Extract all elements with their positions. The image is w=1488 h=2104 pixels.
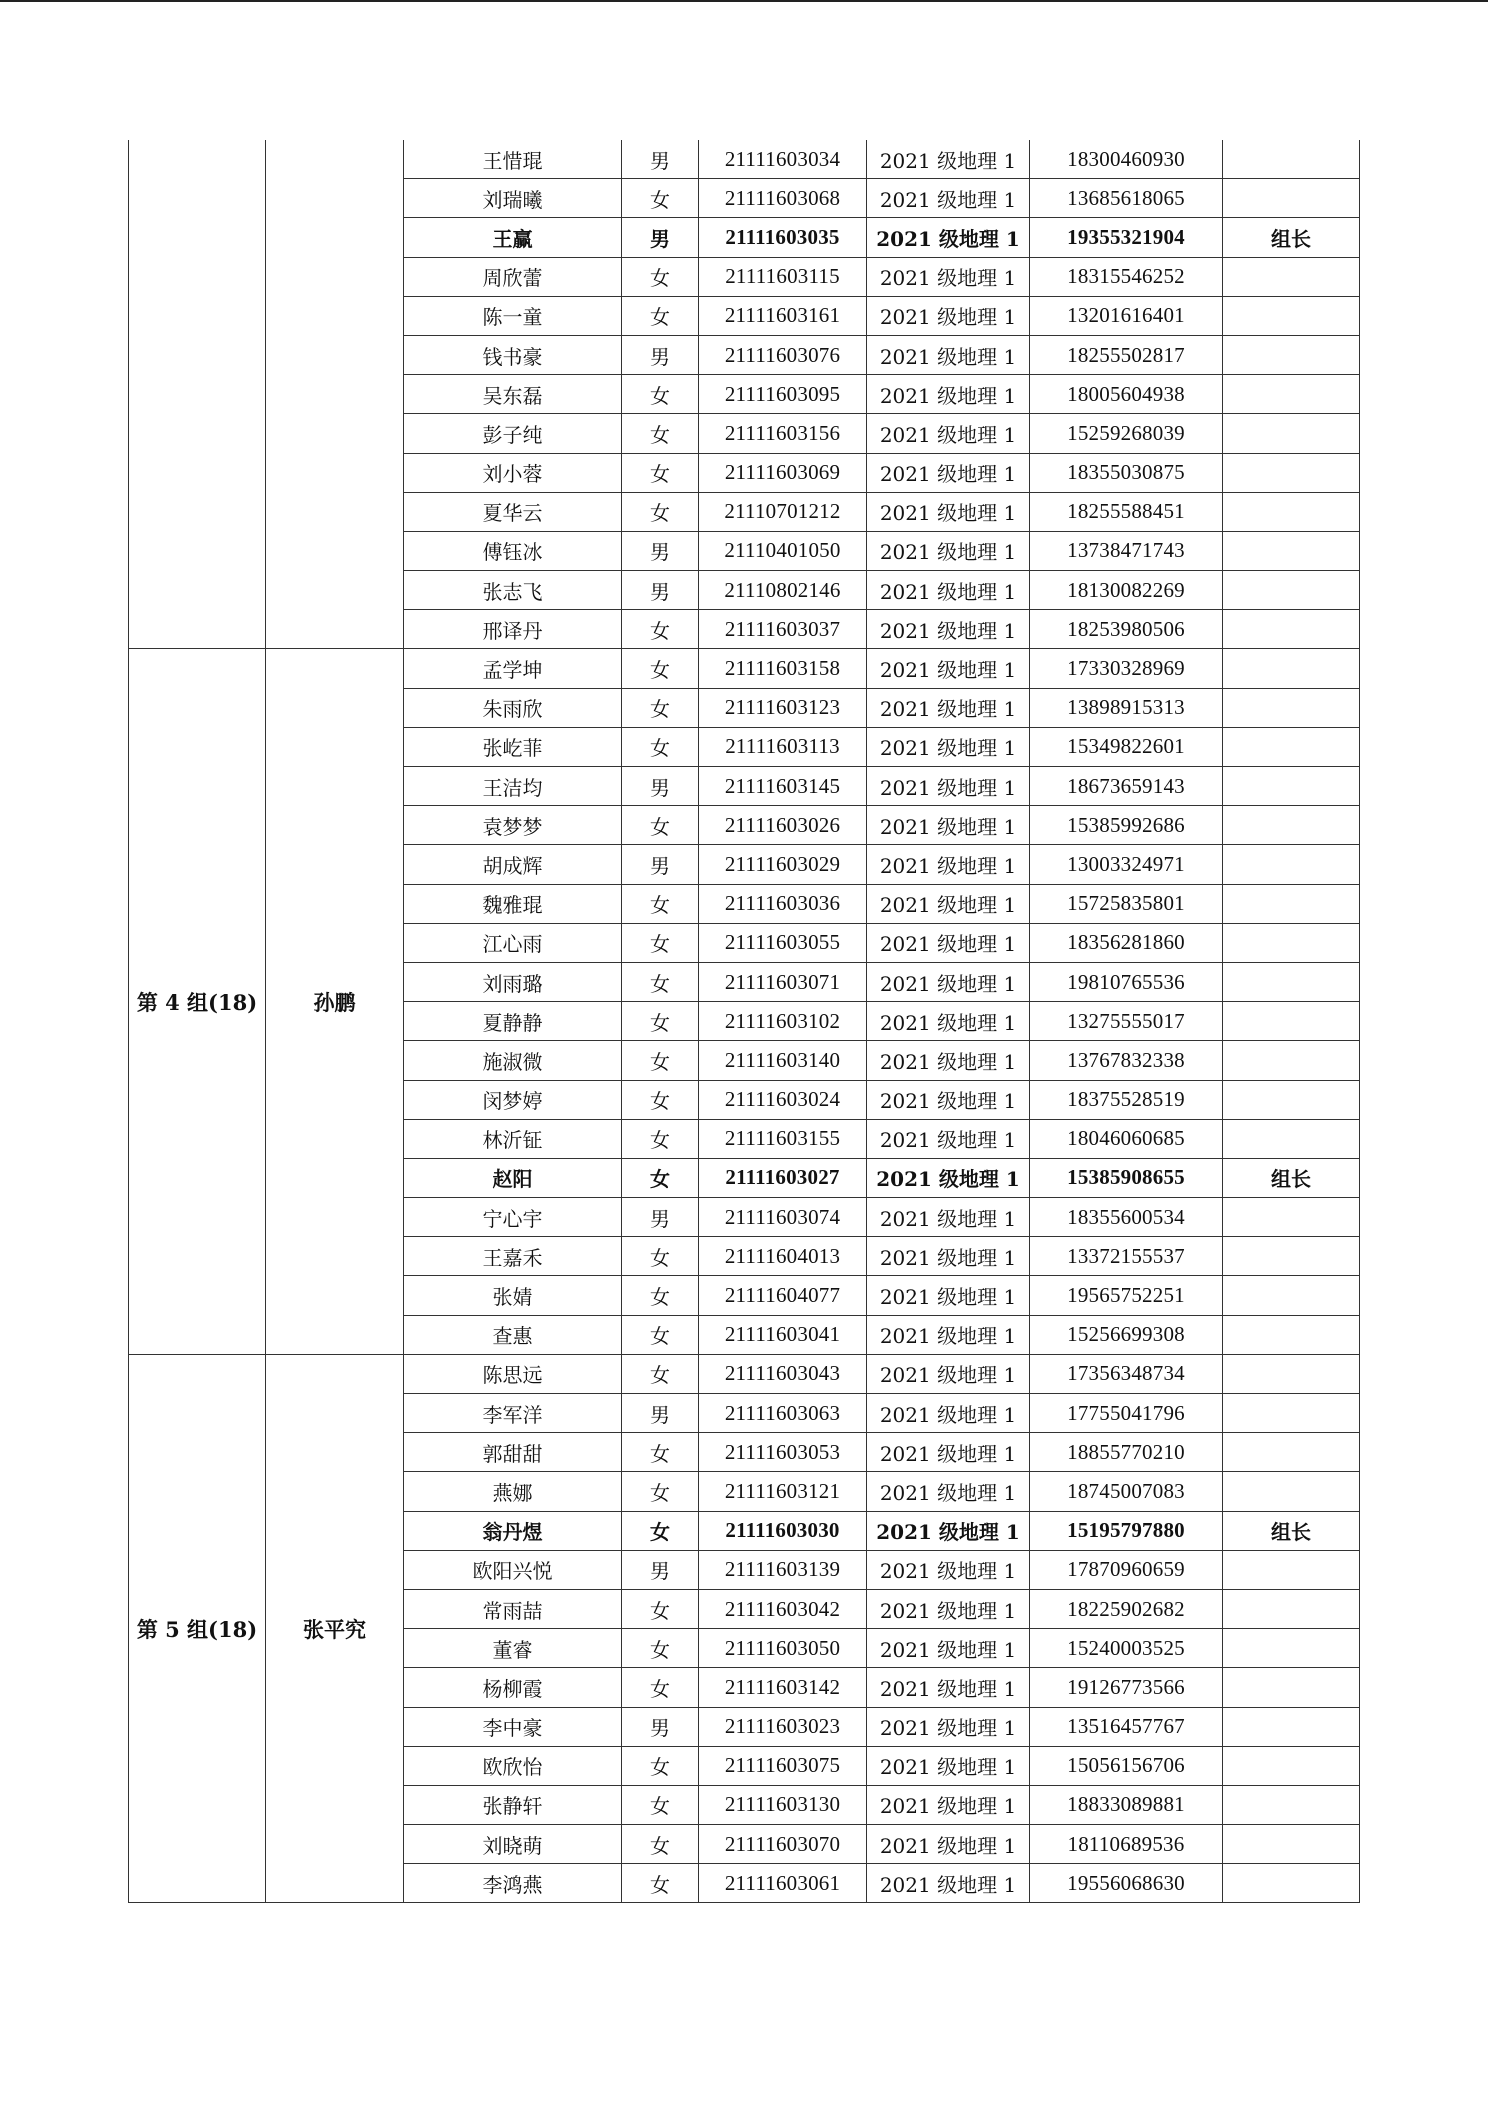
gender-cell: 女 bbox=[622, 923, 699, 962]
phone-cell: 13372155537 bbox=[1030, 1237, 1223, 1276]
role-cell: 组长 bbox=[1223, 218, 1360, 257]
class-cell: 2021 级地理 1 bbox=[867, 1707, 1030, 1746]
gender-cell: 女 bbox=[622, 1785, 699, 1824]
gender-cell: 女 bbox=[622, 1354, 699, 1393]
gender-cell: 女 bbox=[622, 296, 699, 335]
student-name-cell: 胡成辉 bbox=[404, 845, 622, 884]
class-cell: 2021 级地理 1 bbox=[867, 492, 1030, 531]
class-cell: 2021 级地理 1 bbox=[867, 1668, 1030, 1707]
phone-cell: 18356281860 bbox=[1030, 923, 1223, 962]
role-cell bbox=[1223, 610, 1360, 649]
roster-body bbox=[129, 140, 1360, 1903]
student-id-cell: 21111603037 bbox=[699, 610, 867, 649]
phone-cell: 18300460930 bbox=[1030, 140, 1223, 179]
role-cell bbox=[1223, 1550, 1360, 1589]
gender-cell: 女 bbox=[622, 414, 699, 453]
class-cell: 2021 级地理 1 bbox=[867, 806, 1030, 845]
gender-cell: 男 bbox=[622, 767, 699, 806]
class-cell: 2021 级地理 1 bbox=[867, 453, 1030, 492]
gender-cell: 男 bbox=[622, 1198, 699, 1237]
role-cell: 组长 bbox=[1223, 1158, 1360, 1197]
phone-cell: 13201616401 bbox=[1030, 296, 1223, 335]
student-name-cell: 陈一童 bbox=[404, 296, 622, 335]
group-teacher-cell: 张平究 bbox=[266, 1354, 404, 1903]
student-name-cell: 王赢 bbox=[404, 218, 622, 257]
class-cell: 2021 级地理 1 bbox=[867, 1041, 1030, 1080]
role-cell bbox=[1223, 1237, 1360, 1276]
phone-cell: 19355321904 bbox=[1030, 218, 1223, 257]
student-name-cell: 夏静静 bbox=[404, 1002, 622, 1041]
student-name-cell: 傅钰冰 bbox=[404, 531, 622, 570]
gender-cell: 男 bbox=[622, 1707, 699, 1746]
student-name-cell: 赵阳 bbox=[404, 1158, 622, 1197]
gender-cell: 女 bbox=[622, 1864, 699, 1903]
phone-cell: 18130082269 bbox=[1030, 571, 1223, 610]
student-name-cell: 刘瑞曦 bbox=[404, 179, 622, 218]
gender-cell: 男 bbox=[622, 845, 699, 884]
student-id-cell: 21110401050 bbox=[699, 531, 867, 570]
role-cell bbox=[1223, 257, 1360, 296]
phone-cell: 13767832338 bbox=[1030, 1041, 1223, 1080]
student-id-cell: 21111603068 bbox=[699, 179, 867, 218]
role-cell bbox=[1223, 1002, 1360, 1041]
student-id-cell: 21111603055 bbox=[699, 923, 867, 962]
gender-cell: 女 bbox=[622, 1668, 699, 1707]
role-cell bbox=[1223, 1472, 1360, 1511]
role-cell bbox=[1223, 1198, 1360, 1237]
gender-cell: 女 bbox=[622, 1237, 699, 1276]
role-cell bbox=[1223, 140, 1360, 179]
phone-cell: 18315546252 bbox=[1030, 257, 1223, 296]
phone-cell: 19126773566 bbox=[1030, 1668, 1223, 1707]
class-cell: 2021 级地理 1 bbox=[867, 375, 1030, 414]
gender-cell: 女 bbox=[622, 1158, 699, 1197]
table-row bbox=[129, 649, 1360, 688]
gender-cell: 女 bbox=[622, 1472, 699, 1511]
class-cell: 2021 级地理 1 bbox=[867, 1472, 1030, 1511]
student-id-cell: 21111603123 bbox=[699, 688, 867, 727]
student-name-cell: 杨柳霞 bbox=[404, 1668, 622, 1707]
student-name-cell: 朱雨欣 bbox=[404, 688, 622, 727]
student-name-cell: 吴东磊 bbox=[404, 375, 622, 414]
role-cell bbox=[1223, 1864, 1360, 1903]
class-cell: 2021 级地理 1 bbox=[867, 531, 1030, 570]
gender-cell: 女 bbox=[622, 1080, 699, 1119]
student-name-cell: 张婧 bbox=[404, 1276, 622, 1315]
student-name-cell: 钱书豪 bbox=[404, 335, 622, 374]
student-id-cell: 21111603075 bbox=[699, 1746, 867, 1785]
role-cell bbox=[1223, 296, 1360, 335]
class-cell: 2021 级地理 1 bbox=[867, 1825, 1030, 1864]
student-id-cell: 21111603024 bbox=[699, 1080, 867, 1119]
gender-cell: 女 bbox=[622, 179, 699, 218]
student-name-cell: 燕娜 bbox=[404, 1472, 622, 1511]
class-cell: 2021 级地理 1 bbox=[867, 179, 1030, 218]
phone-cell: 18005604938 bbox=[1030, 375, 1223, 414]
gender-cell: 女 bbox=[622, 806, 699, 845]
phone-cell: 13275555017 bbox=[1030, 1002, 1223, 1041]
gender-cell: 女 bbox=[622, 727, 699, 766]
role-cell bbox=[1223, 1668, 1360, 1707]
gender-cell: 女 bbox=[622, 1315, 699, 1354]
student-id-cell: 21111603053 bbox=[699, 1433, 867, 1472]
student-name-cell: 施淑微 bbox=[404, 1041, 622, 1080]
class-cell: 2021 级地理 1 bbox=[867, 845, 1030, 884]
role-cell bbox=[1223, 492, 1360, 531]
student-name-cell: 彭子纯 bbox=[404, 414, 622, 453]
class-cell: 2021 级地理 1 bbox=[867, 257, 1030, 296]
class-cell: 2021 级地理 1 bbox=[867, 1354, 1030, 1393]
student-name-cell: 夏华云 bbox=[404, 492, 622, 531]
class-cell: 2021 级地理 1 bbox=[867, 727, 1030, 766]
student-name-cell: 王嘉禾 bbox=[404, 1237, 622, 1276]
phone-cell: 15056156706 bbox=[1030, 1746, 1223, 1785]
student-name-cell: 常雨喆 bbox=[404, 1589, 622, 1628]
class-cell: 2021 级地理 1 bbox=[867, 962, 1030, 1001]
role-cell bbox=[1223, 767, 1360, 806]
student-id-cell: 21111603043 bbox=[699, 1354, 867, 1393]
class-cell: 2021 级地理 1 bbox=[867, 884, 1030, 923]
phone-cell: 13738471743 bbox=[1030, 531, 1223, 570]
student-id-cell: 21111603027 bbox=[699, 1158, 867, 1197]
student-id-cell: 21111604013 bbox=[699, 1237, 867, 1276]
student-name-cell: 魏雅琨 bbox=[404, 884, 622, 923]
phone-cell: 18355600534 bbox=[1030, 1198, 1223, 1237]
phone-cell: 18110689536 bbox=[1030, 1825, 1223, 1864]
gender-cell: 女 bbox=[622, 1629, 699, 1668]
class-cell: 2021 级地理 1 bbox=[867, 140, 1030, 179]
phone-cell: 15259268039 bbox=[1030, 414, 1223, 453]
class-cell: 2021 级地理 1 bbox=[867, 649, 1030, 688]
student-id-cell: 21111603034 bbox=[699, 140, 867, 179]
student-name-cell: 张志飞 bbox=[404, 571, 622, 610]
phone-cell: 17755041796 bbox=[1030, 1394, 1223, 1433]
class-cell: 2021 级地理 1 bbox=[867, 335, 1030, 374]
student-name-cell: 王洁均 bbox=[404, 767, 622, 806]
role-cell bbox=[1223, 1785, 1360, 1824]
student-id-cell: 21111603030 bbox=[699, 1511, 867, 1550]
student-name-cell: 张静轩 bbox=[404, 1785, 622, 1824]
phone-cell: 18855770210 bbox=[1030, 1433, 1223, 1472]
student-name-cell: 刘晓萌 bbox=[404, 1825, 622, 1864]
student-id-cell: 21111603115 bbox=[699, 257, 867, 296]
phone-cell: 17330328969 bbox=[1030, 649, 1223, 688]
student-name-cell: 王惜琨 bbox=[404, 140, 622, 179]
gender-cell: 男 bbox=[622, 571, 699, 610]
phone-cell: 15195797880 bbox=[1030, 1511, 1223, 1550]
role-cell bbox=[1223, 453, 1360, 492]
student-id-cell: 21111603074 bbox=[699, 1198, 867, 1237]
class-cell: 2021 级地理 1 bbox=[867, 1315, 1030, 1354]
student-id-cell: 21111603158 bbox=[699, 649, 867, 688]
student-id-cell: 21111603130 bbox=[699, 1785, 867, 1824]
role-cell bbox=[1223, 1119, 1360, 1158]
role-cell bbox=[1223, 962, 1360, 1001]
student-name-cell: 孟学坤 bbox=[404, 649, 622, 688]
gender-cell: 男 bbox=[622, 1394, 699, 1433]
phone-cell: 18673659143 bbox=[1030, 767, 1223, 806]
phone-cell: 17870960659 bbox=[1030, 1550, 1223, 1589]
class-cell: 2021 级地理 1 bbox=[867, 414, 1030, 453]
gender-cell: 女 bbox=[622, 884, 699, 923]
role-cell bbox=[1223, 571, 1360, 610]
student-name-cell: 翁丹煜 bbox=[404, 1511, 622, 1550]
phone-cell: 17356348734 bbox=[1030, 1354, 1223, 1393]
role-cell bbox=[1223, 727, 1360, 766]
student-name-cell: 陈思远 bbox=[404, 1354, 622, 1393]
gender-cell: 女 bbox=[622, 649, 699, 688]
student-id-cell: 21111603023 bbox=[699, 1707, 867, 1746]
student-name-cell: 李军洋 bbox=[404, 1394, 622, 1433]
gender-cell: 女 bbox=[622, 1433, 699, 1472]
phone-cell: 18833089881 bbox=[1030, 1785, 1223, 1824]
gender-cell: 女 bbox=[622, 1589, 699, 1628]
phone-cell: 18355030875 bbox=[1030, 453, 1223, 492]
class-cell: 2021 级地理 1 bbox=[867, 1394, 1030, 1433]
role-cell bbox=[1223, 1707, 1360, 1746]
student-id-cell: 21111603050 bbox=[699, 1629, 867, 1668]
role-cell bbox=[1223, 806, 1360, 845]
student-name-cell: 李鸿燕 bbox=[404, 1864, 622, 1903]
gender-cell: 女 bbox=[622, 257, 699, 296]
page-top-edge bbox=[0, 0, 1488, 2]
student-name-cell: 林沂钲 bbox=[404, 1119, 622, 1158]
group-teacher-cell bbox=[266, 140, 404, 649]
role-cell bbox=[1223, 923, 1360, 962]
role-cell bbox=[1223, 1080, 1360, 1119]
group-roster-table bbox=[128, 140, 1360, 1903]
phone-cell: 13898915313 bbox=[1030, 688, 1223, 727]
student-id-cell: 21111603063 bbox=[699, 1394, 867, 1433]
student-id-cell: 21111603029 bbox=[699, 845, 867, 884]
phone-cell: 18046060685 bbox=[1030, 1119, 1223, 1158]
class-cell: 2021 级地理 1 bbox=[867, 1629, 1030, 1668]
class-cell: 2021 级地理 1 bbox=[867, 1550, 1030, 1589]
gender-cell: 女 bbox=[622, 962, 699, 1001]
class-cell: 2021 级地理 1 bbox=[867, 1785, 1030, 1824]
gender-cell: 女 bbox=[622, 492, 699, 531]
gender-cell: 女 bbox=[622, 1746, 699, 1785]
class-cell: 2021 级地理 1 bbox=[867, 610, 1030, 649]
gender-cell: 女 bbox=[622, 1041, 699, 1080]
class-cell: 2021 级地理 1 bbox=[867, 1080, 1030, 1119]
student-id-cell: 21111603142 bbox=[699, 1668, 867, 1707]
gender-cell: 男 bbox=[622, 531, 699, 570]
student-id-cell: 21111603036 bbox=[699, 884, 867, 923]
gender-cell: 女 bbox=[622, 1511, 699, 1550]
student-id-cell: 21111603042 bbox=[699, 1589, 867, 1628]
role-cell bbox=[1223, 1276, 1360, 1315]
student-name-cell: 刘雨璐 bbox=[404, 962, 622, 1001]
gender-cell: 男 bbox=[622, 335, 699, 374]
class-cell: 2021 级地理 1 bbox=[867, 767, 1030, 806]
student-id-cell: 21111603035 bbox=[699, 218, 867, 257]
student-id-cell: 21111603113 bbox=[699, 727, 867, 766]
student-name-cell: 欧阳兴悦 bbox=[404, 1550, 622, 1589]
student-id-cell: 21111603140 bbox=[699, 1041, 867, 1080]
phone-cell: 13685618065 bbox=[1030, 179, 1223, 218]
student-id-cell: 21111603121 bbox=[699, 1472, 867, 1511]
class-cell: 2021 级地理 1 bbox=[867, 1433, 1030, 1472]
group-label-cell bbox=[129, 140, 266, 649]
class-cell: 2021 级地理 1 bbox=[867, 1158, 1030, 1197]
group-teacher-cell: 孙鹏 bbox=[266, 649, 404, 1354]
gender-cell: 女 bbox=[622, 610, 699, 649]
student-name-cell: 董睿 bbox=[404, 1629, 622, 1668]
class-cell: 2021 级地理 1 bbox=[867, 1119, 1030, 1158]
student-id-cell: 21111603095 bbox=[699, 375, 867, 414]
gender-cell: 女 bbox=[622, 1119, 699, 1158]
gender-cell: 男 bbox=[622, 1550, 699, 1589]
class-cell: 2021 级地理 1 bbox=[867, 1276, 1030, 1315]
class-cell: 2021 级地理 1 bbox=[867, 1198, 1030, 1237]
phone-cell: 18255502817 bbox=[1030, 335, 1223, 374]
phone-cell: 15256699308 bbox=[1030, 1315, 1223, 1354]
role-cell bbox=[1223, 1315, 1360, 1354]
role-cell bbox=[1223, 1354, 1360, 1393]
role-cell: 组长 bbox=[1223, 1511, 1360, 1550]
student-id-cell: 21111603156 bbox=[699, 414, 867, 453]
student-id-cell: 21111603071 bbox=[699, 962, 867, 1001]
student-id-cell: 21111603041 bbox=[699, 1315, 867, 1354]
class-cell: 2021 级地理 1 bbox=[867, 571, 1030, 610]
phone-cell: 18745007083 bbox=[1030, 1472, 1223, 1511]
table-row bbox=[129, 140, 1360, 179]
class-cell: 2021 级地理 1 bbox=[867, 1511, 1030, 1550]
student-name-cell: 闵梦婷 bbox=[404, 1080, 622, 1119]
class-cell: 2021 级地理 1 bbox=[867, 1237, 1030, 1276]
role-cell bbox=[1223, 649, 1360, 688]
student-name-cell: 刘小蓉 bbox=[404, 453, 622, 492]
phone-cell: 19565752251 bbox=[1030, 1276, 1223, 1315]
gender-cell: 女 bbox=[622, 1276, 699, 1315]
gender-cell: 女 bbox=[622, 1825, 699, 1864]
role-cell bbox=[1223, 845, 1360, 884]
student-name-cell: 江心雨 bbox=[404, 923, 622, 962]
student-name-cell: 查惠 bbox=[404, 1315, 622, 1354]
phone-cell: 13003324971 bbox=[1030, 845, 1223, 884]
class-cell: 2021 级地理 1 bbox=[867, 923, 1030, 962]
student-id-cell: 21111603026 bbox=[699, 806, 867, 845]
role-cell bbox=[1223, 1629, 1360, 1668]
student-name-cell: 袁梦梦 bbox=[404, 806, 622, 845]
phone-cell: 18375528519 bbox=[1030, 1080, 1223, 1119]
group-label-cell: 第 5 组(18) bbox=[129, 1354, 266, 1903]
student-id-cell: 21110802146 bbox=[699, 571, 867, 610]
gender-cell: 男 bbox=[622, 218, 699, 257]
student-name-cell: 张屹菲 bbox=[404, 727, 622, 766]
role-cell bbox=[1223, 531, 1360, 570]
gender-cell: 女 bbox=[622, 688, 699, 727]
student-name-cell: 宁心宇 bbox=[404, 1198, 622, 1237]
group-label-cell: 第 4 组(18) bbox=[129, 649, 266, 1354]
role-cell bbox=[1223, 1433, 1360, 1472]
gender-cell: 男 bbox=[622, 140, 699, 179]
student-id-cell: 21111603069 bbox=[699, 453, 867, 492]
gender-cell: 女 bbox=[622, 375, 699, 414]
phone-cell: 13516457767 bbox=[1030, 1707, 1223, 1746]
student-id-cell: 21111603102 bbox=[699, 1002, 867, 1041]
student-id-cell: 21111603155 bbox=[699, 1119, 867, 1158]
role-cell bbox=[1223, 1589, 1360, 1628]
phone-cell: 19810765536 bbox=[1030, 962, 1223, 1001]
gender-cell: 女 bbox=[622, 1002, 699, 1041]
student-id-cell: 21111603139 bbox=[699, 1550, 867, 1589]
student-id-cell: 21110701212 bbox=[699, 492, 867, 531]
class-cell: 2021 级地理 1 bbox=[867, 1002, 1030, 1041]
student-name-cell: 郭甜甜 bbox=[404, 1433, 622, 1472]
student-name-cell: 欧欣怡 bbox=[404, 1746, 622, 1785]
class-cell: 2021 级地理 1 bbox=[867, 1746, 1030, 1785]
phone-cell: 18253980506 bbox=[1030, 610, 1223, 649]
student-name-cell: 邢译丹 bbox=[404, 610, 622, 649]
student-id-cell: 21111603145 bbox=[699, 767, 867, 806]
role-cell bbox=[1223, 1394, 1360, 1433]
phone-cell: 15385908655 bbox=[1030, 1158, 1223, 1197]
student-name-cell: 周欣蕾 bbox=[404, 257, 622, 296]
student-id-cell: 21111603070 bbox=[699, 1825, 867, 1864]
student-id-cell: 21111603161 bbox=[699, 296, 867, 335]
role-cell bbox=[1223, 1041, 1360, 1080]
student-id-cell: 21111604077 bbox=[699, 1276, 867, 1315]
class-cell: 2021 级地理 1 bbox=[867, 218, 1030, 257]
role-cell bbox=[1223, 884, 1360, 923]
role-cell bbox=[1223, 375, 1360, 414]
role-cell bbox=[1223, 414, 1360, 453]
student-id-cell: 21111603076 bbox=[699, 335, 867, 374]
class-cell: 2021 级地理 1 bbox=[867, 688, 1030, 727]
phone-cell: 18255588451 bbox=[1030, 492, 1223, 531]
phone-cell: 15349822601 bbox=[1030, 727, 1223, 766]
role-cell bbox=[1223, 688, 1360, 727]
gender-cell: 女 bbox=[622, 453, 699, 492]
student-id-cell: 21111603061 bbox=[699, 1864, 867, 1903]
phone-cell: 15725835801 bbox=[1030, 884, 1223, 923]
class-cell: 2021 级地理 1 bbox=[867, 296, 1030, 335]
role-cell bbox=[1223, 179, 1360, 218]
student-name-cell: 李中豪 bbox=[404, 1707, 622, 1746]
phone-cell: 18225902682 bbox=[1030, 1589, 1223, 1628]
role-cell bbox=[1223, 1746, 1360, 1785]
class-cell: 2021 级地理 1 bbox=[867, 1864, 1030, 1903]
role-cell bbox=[1223, 1825, 1360, 1864]
phone-cell: 19556068630 bbox=[1030, 1864, 1223, 1903]
phone-cell: 15240003525 bbox=[1030, 1629, 1223, 1668]
table-row bbox=[129, 1354, 1360, 1393]
phone-cell: 15385992686 bbox=[1030, 806, 1223, 845]
role-cell bbox=[1223, 335, 1360, 374]
class-cell: 2021 级地理 1 bbox=[867, 1589, 1030, 1628]
